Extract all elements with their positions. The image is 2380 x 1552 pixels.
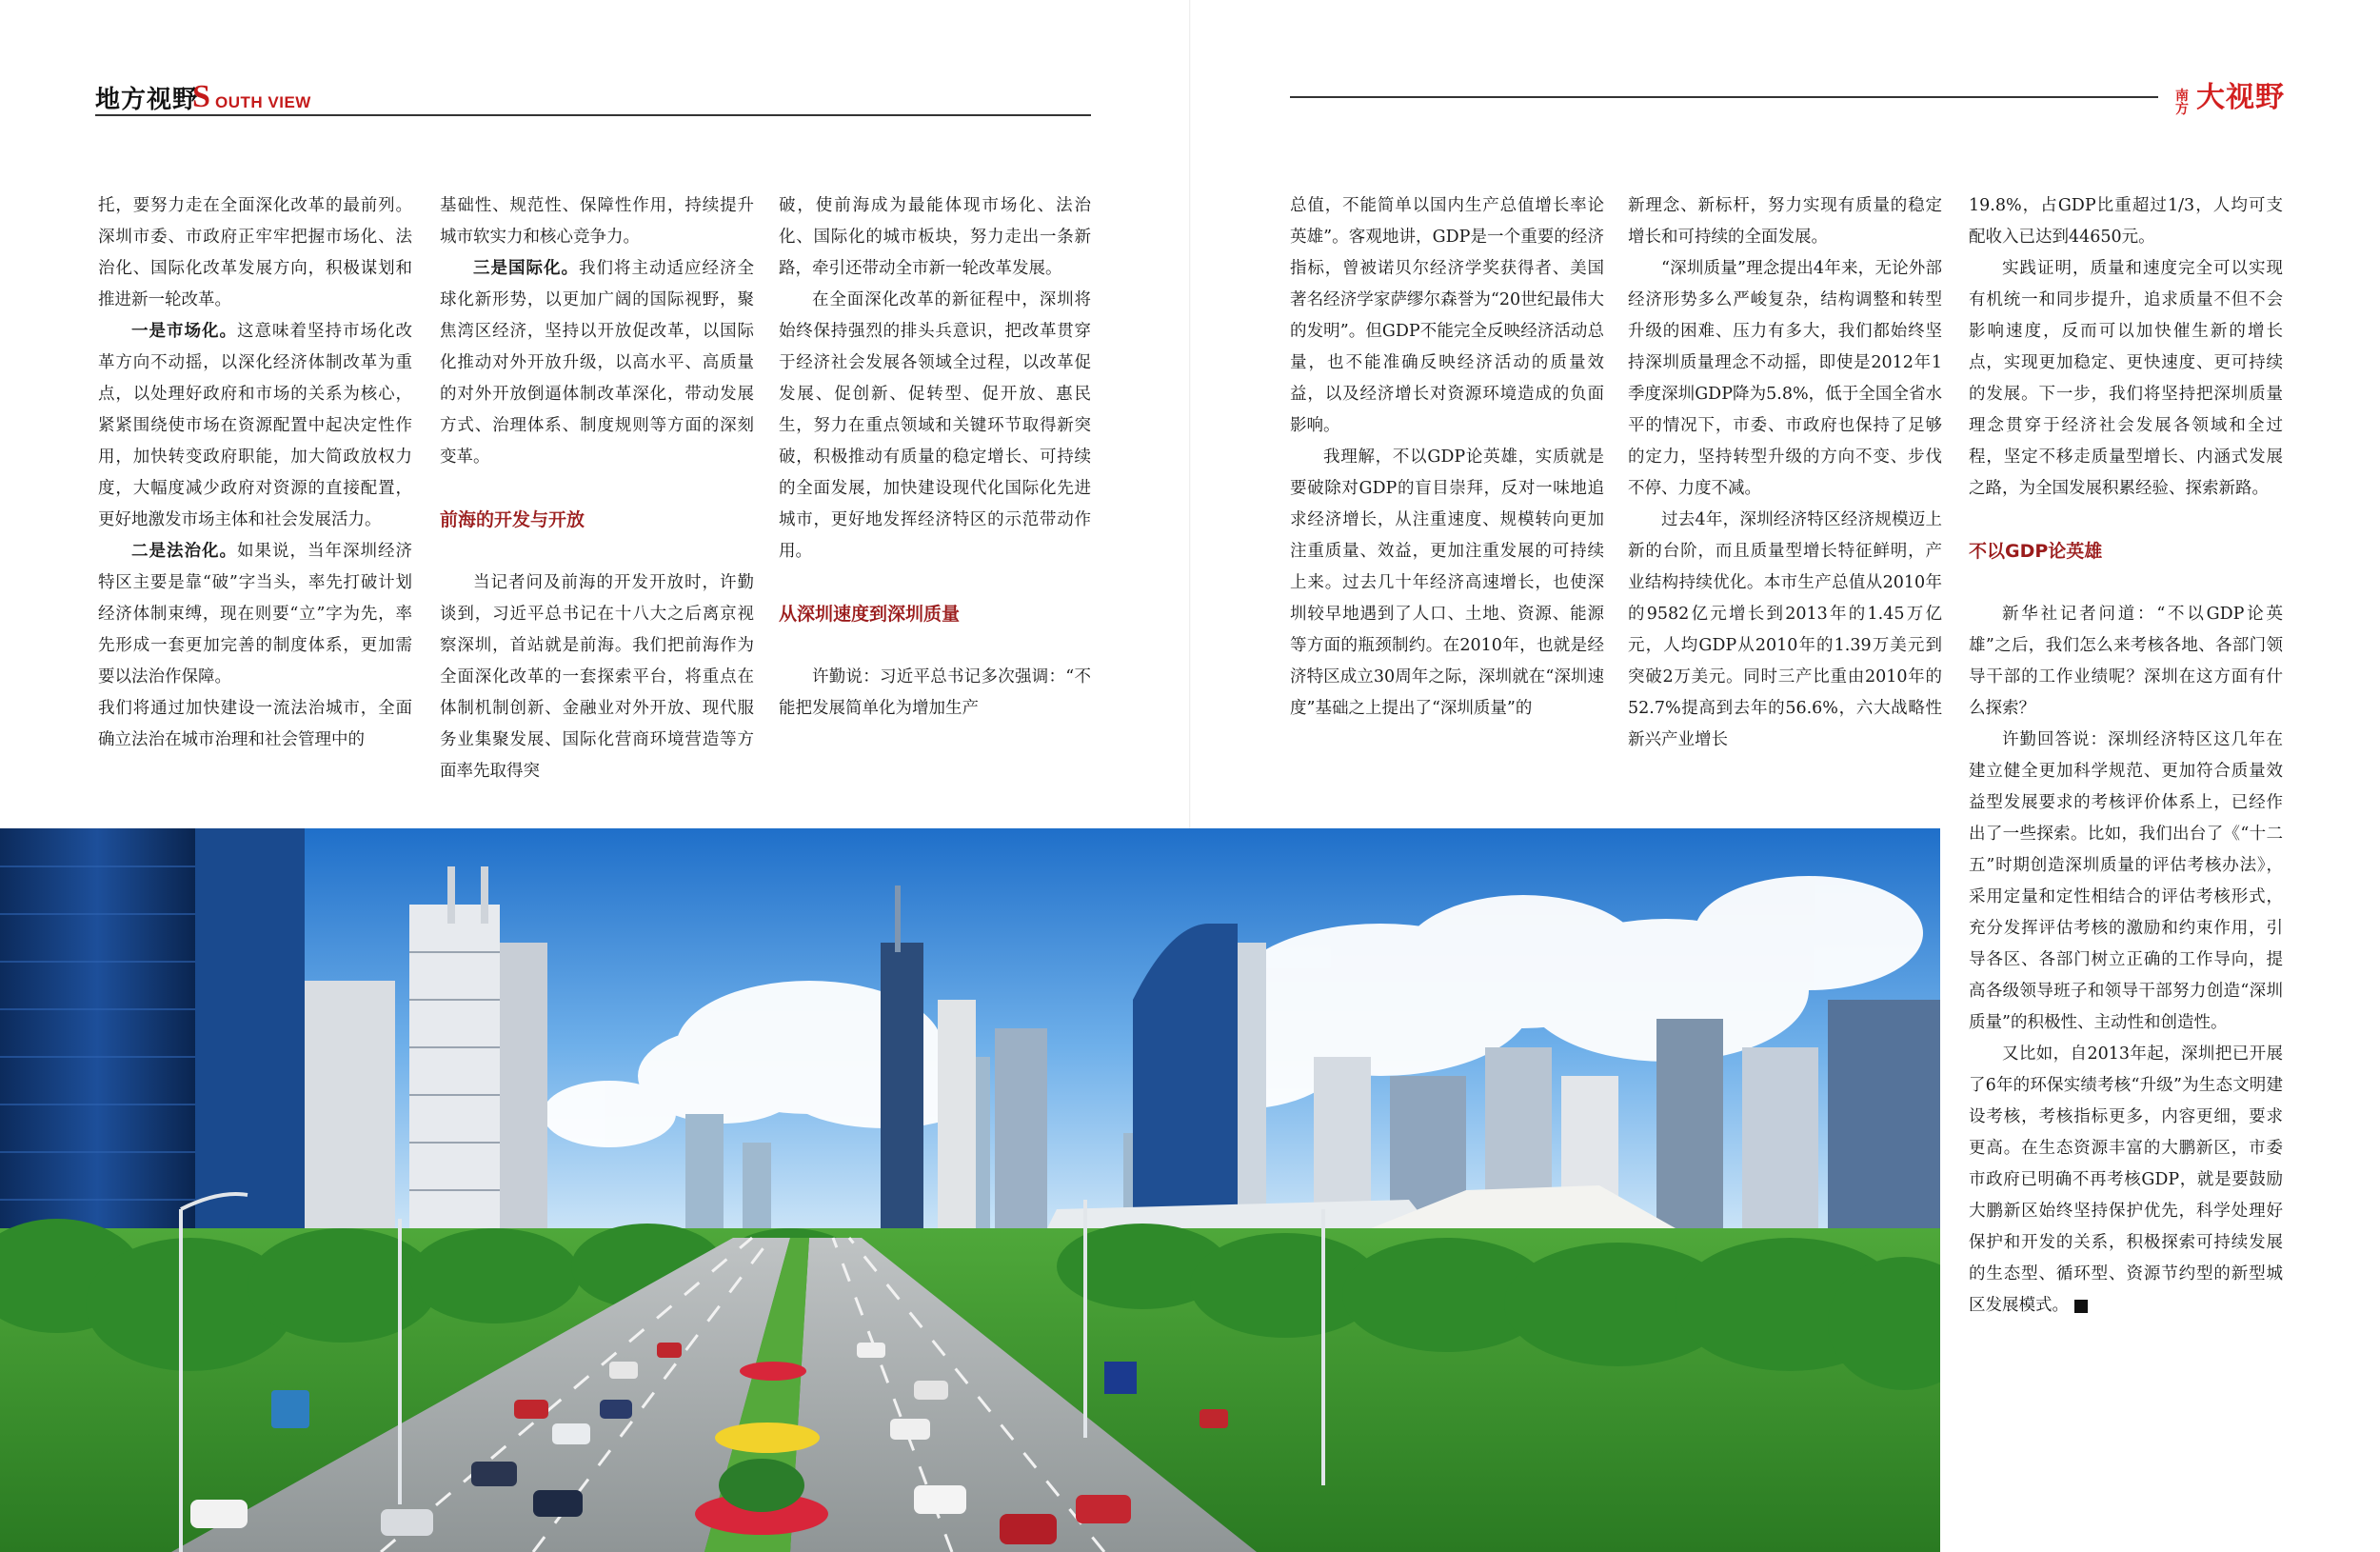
brand-initial: S [192, 79, 210, 114]
magazine-logo-text: 大视野 [2196, 81, 2285, 114]
bold-lead: 三是国际化。 [473, 259, 579, 278]
text-column-2 [440, 190, 754, 787]
section-heading: 从深圳速度到深圳质量 [779, 604, 961, 625]
paragraph: 新理念、新标杆，努力实现有质量的稳定增长和可持续的全面发展。 [1628, 196, 1942, 247]
paragraph: 在全面深化改革的新征程中，深圳将始终保持强烈的排头兵意识，把改革贯穿于经济社会发展各领域全过程，以改革促发展、促创新、促转型、促开放、惠民生，努力在重点领域和关键环节取得新突破，积极推动有质量的稳定增长、可持续的全面发展，加快建设现代化国际化先进城市，更好地发挥经济特区的示范带动作用。 [779, 290, 1091, 561]
magazine-logo [2158, 81, 2285, 117]
spacer [1969, 505, 2283, 536]
brand-name: OUTH VIEW [215, 93, 311, 111]
spacer [1969, 567, 2283, 599]
paragraph: 二是法治化。如果说，当年深圳经济特区主要是靠“破”字当头，率先打破计划经济体制束缚，现在则要“立”字为先，率先形成一套更加完善的制度体系，更加需要以法治作保障。 [98, 542, 412, 686]
paragraph: 破，使前海成为最能体现市场化、法治化、国际化的城市板块，努力走出一条新路，牵引还带动全市新一轮改革发展。 [779, 196, 1091, 278]
paragraph: “深圳质量”理念提出4年来，无论外部经济形势多么严峻复杂，结构调整和转型升级的困难、压力有多大，我们都始终坚持深圳质量理念不动摇，即使是2012年1季度深圳GDP降为5.8%，低于全国全省水平的情况下，市委、市政府也保持了足够的定力，坚持转型升级的方向不变、步伐不停、力度不减。 [1628, 259, 1942, 498]
paragraph: 许勤说：习近平总书记多次强调：“不能把发展简单化为增加生产 [779, 667, 1091, 718]
paragraph: 过去4年，深圳经济特区经济规模迈上新的台阶，而且质量型增长特征鲜明，产业结构持续优化。本市生产总值从2010年的9582亿元增长到2013年的1.45万亿元，人均GDP从2010年的1.39万美元到突破2万美元。同时三产比重由2010年的52.7%提高到去年的56.6%，六大战略性新兴产业增长 [1628, 510, 1942, 749]
text-column-5 [1628, 190, 1942, 756]
bold-lead: 二是法治化。 [131, 542, 237, 561]
paragraph: 我们将通过加快建设一流法治城市，全面确立法治在城市治理和社会管理中的 [98, 699, 412, 749]
text-column-1 [98, 190, 412, 756]
text-column-3 [779, 190, 1091, 725]
magazine-logo-small: 南方 [2175, 88, 2189, 117]
text-column-4 [1290, 190, 1604, 725]
spacer [440, 473, 754, 505]
paragraph: 19.8%，占GDP比重超过1/3，人均可支配收入已达到44650元。 [1969, 196, 2283, 247]
section-heading: 不以GDP论英雄 [1969, 541, 2103, 562]
paragraph: 许勤回答说：深圳经济特区这几年在建立健全更加科学规范、更加符合质量效益型发展要求的考核评价体系上，已经作出了一些探索。比如，我们出台了《“十二五”时期创造深圳质量的评估考核办法》，采用定量和定性相结合的评估考核形式，充分发挥评估考核的激励和约束作用，引导各区、各部门树立正确的工作导向，提高各级领导班子和领导干部努力创造“深圳质量”的积极性、主动性和创造性。 [1969, 730, 2283, 1032]
paragraph: 又比如，自2013年起，深圳把已开展了6年的环保实绩考核“升级”为生态文明建设考核，考核指标更多，内容更细，要求更高。在生态资源丰富的大鹏新区，市委市政府已明确不再考核GDP，就是要鼓励大鹏新区始终坚持保护优先，科学处理好保护和开发的关系，积极探索可持续发展的生态型、循环型、资源节约型的新型城区发展模式。 V [1969, 1045, 2283, 1315]
paragraph: 托，要努力走在全面深化改革的最前列。深圳市委、市政府正牢牢把握市场化、法治化、国际化改革发展方向，积极谋划和推进新一轮改革。 [98, 196, 412, 309]
city-boulevard-photo [0, 828, 1940, 1552]
bold-lead: 一是市场化。 [131, 322, 237, 341]
section-label: 地方视野 [95, 86, 199, 114]
spacer [779, 630, 1091, 662]
spacer [440, 536, 754, 567]
paragraph: 三是国际化。我们将主动适应经济全球化新形势，以更加广阔的国际视野，聚焦湾区经济，坚持以开放促改革，以国际化推动对外开放升级，以高水平、高质量的对外开放倒逼体制改革深化，带动发展方式、治理体系、制度规则等方面的深刻变革。 [440, 259, 754, 467]
paragraph: 新华社记者问道：“不以GDP论英雄”之后，我们怎么来考核各地、各部门领导干部的工作业绩呢？深圳在这方面有什么探索？ [1969, 605, 2283, 718]
paragraph: 基础性、规范性、保障性作用，持续提升城市软实力和核心竞争力。 [440, 196, 754, 247]
header-rule [1290, 96, 2285, 98]
paragraph: 当记者问及前海的开发开放时，许勤谈到，习近平总书记在十八大之后离京视察深圳，首站就是前海。我们把前海作为全面深化改革的一套探索平台，将重点在体制机制创新、金融业对外开放、现代服务业集聚发展、国际化营商环境营造等方面率先取得突 [440, 573, 754, 781]
spacer [779, 567, 1091, 599]
text-column-6 [1969, 190, 2283, 1322]
paragraph: 实践证明，质量和速度完全可以实现有机统一和同步提升，追求质量不但不会影响速度，反而可以加快催生新的增长点，实现更加稳定、更快速度、更可持续的发展。下一步，我们将坚持把深圳质量理念贯穿于经济社会发展各领域和全过程，坚定不移走质量型增长、内涵式发展之路，为全国发展积累经验、探索新路。 [1969, 259, 2283, 498]
end-mark-icon: V [2074, 1300, 2088, 1313]
paragraph: 一是市场化。这意味着坚持市场化改革方向不动摇，以深化经济体制改革为重点，以处理好政府和市场的关系为核心，紧紧围绕使市场在资源配置中起决定性作用，加快转变政府职能，加大简政放权力度，大幅度减少政府对资源的直接配置，更好地激发市场主体和社会发展活力。 [98, 322, 412, 529]
road-sign-icon [1104, 1362, 1137, 1394]
section-heading: 前海的开发与开放 [440, 509, 585, 530]
paragraph: 我理解，不以GDP论英雄，实质就是要破除对GDP的盲目崇拜，反对一味地追求经济增长，从注重速度、规模转向更加注重质量、效益，更加注重发展的可持续上来。过去几十年经济高速增长，也使深圳较早地遇到了人口、土地、资源、能源等方面的瓶颈制约。在2010年，也就是经济特区成立30周年之际，深圳就在“深圳速度”基础之上提出了“深圳质量”的 [1290, 448, 1604, 718]
paragraph: 总值，不能简单以国内生产总值增长率论英雄”。客观地讲，GDP是一个重要的经济指标，曾被诺贝尔经济学奖获得者、美国著名经济学家萨缪尔森誉为“20世纪最伟大的发明”。但GDP不能完全反映经济活动总量，也不能准确反映经济活动的质量效益，以及经济增长对资源环境造成的负面影响。 [1290, 196, 1604, 435]
header-rule [95, 114, 1091, 116]
